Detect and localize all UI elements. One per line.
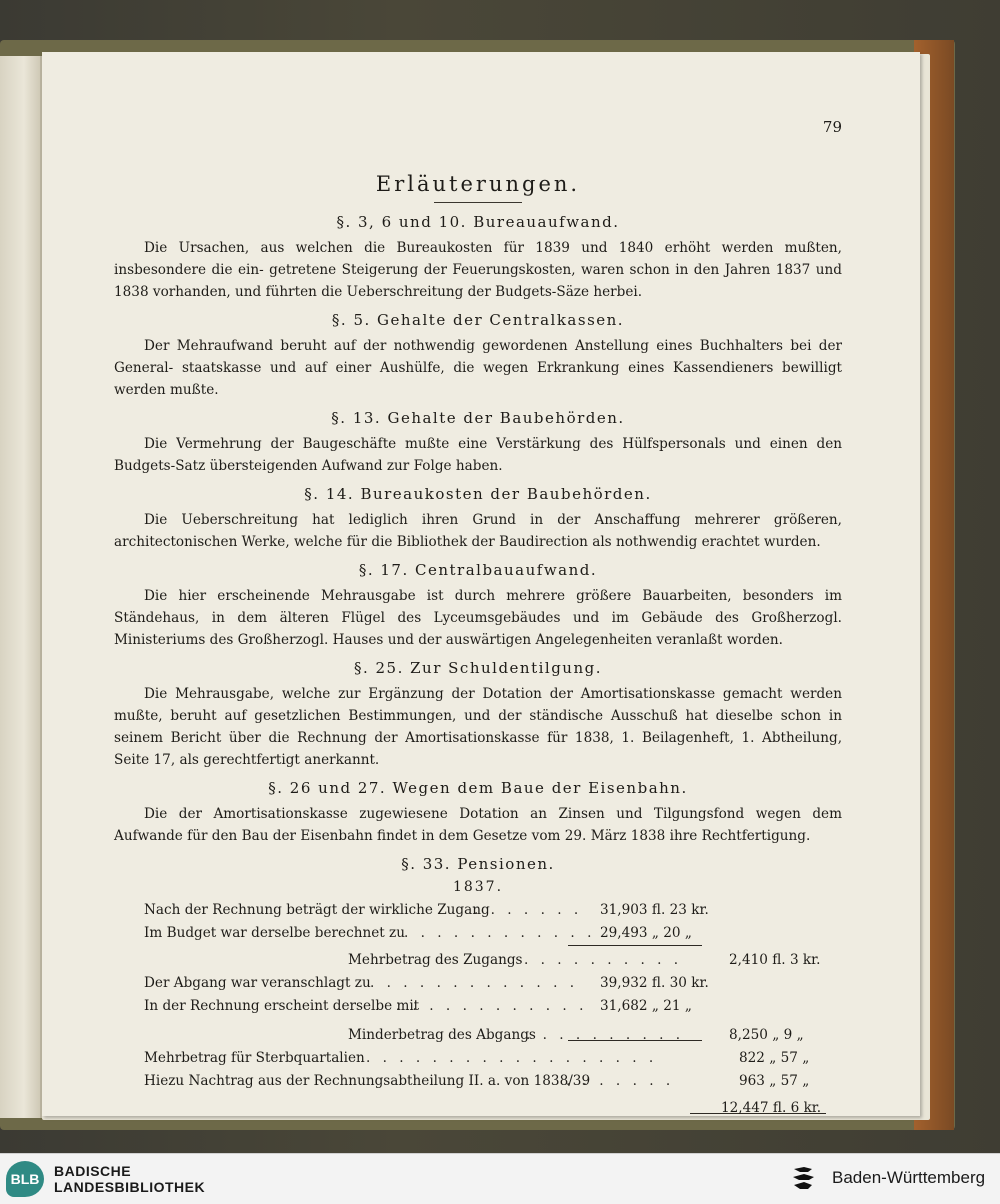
section-text [114,803,842,847]
text-line: Die der Amortisationskasse zugewiesene Dotation an Zinsen und Tilgungsfond wegen dem Aufwande für den [114,806,842,844]
section-heading: §. 17. Centralbauaufwand. [358,561,598,579]
facing-page-edge [0,56,42,1118]
ledger-total: 822 „ 57 „ [739,1050,810,1066]
ledger-row: Der Abgang war veranschlagt zu . . . . . . . . . . . . . 39,932 fl. 30 kr. [114,972,842,995]
section-heading: §. 26 und 27. Wegen dem Baue der Eisenbahn. [268,779,688,797]
text-line: übersteigenden Aufwand zur Folge haben. [209,458,503,474]
section-text [114,509,842,553]
ledger-row: Minderbetrag des Abgangs . . . . . . . . . . 8,250 „ 9 „ [114,1024,842,1047]
ledger-row: Nach der Rechnung beträgt der wirkliche Zugang . . . . . . . 31,903 fl. 23 kr. [114,899,842,922]
library-name-line1: BADISCHE [54,1163,132,1179]
library-name-line2: LANDESBIBLIOTHEK [54,1179,206,1195]
ledger-amount: 31,682 „ 21 „ [600,998,692,1014]
ledger-label: Mehrbetrag des Zugangs [348,952,523,968]
text-line: Die Ueberschreitung hat lediglich ihren Grund in der Anschaffung mehrerer größeren, architectonischen Werke, [114,512,842,550]
ledger-label: Im Budget war derselbe berechnet zu [144,925,405,941]
state-lions-icon[interactable] [790,1163,822,1195]
section-text [114,433,842,477]
grand-total: 12,447 fl. 6 kr. [721,1100,822,1116]
text-line: auf gesetzlichen Bestimmungen, und der ständische Ausschuß hat dieselbe schon in seinem Bericht über die Rechnung [114,708,842,746]
text-line: Der Mehraufwand beruht auf der nothwendig gewordenen Anstellung eines Buchhalters bei der General- [114,338,842,376]
text-line: Die Ursachen, aus welchen die Bureaukosten für 1839 und 1840 erhöht werden mußten, insbesondere die ein- [114,240,842,278]
ledger-total: 8,250 „ 9 „ [729,1027,804,1043]
sum-rule [568,945,702,946]
ledger-amount: 29,493 „ 20 „ [600,925,692,941]
section-text [114,585,842,651]
ledger-row: In der Rechnung erscheint derselbe mit . . . . . . . . . . . . 31,682 „ 21 „ [114,995,842,1018]
ledger-label: Nach der Rechnung beträgt der wirkliche Zugang [144,902,490,918]
library-name[interactable] [54,1163,205,1195]
ledger-label: In der Rechnung erscheint derselbe mit [144,998,420,1014]
text-line: der Amortisationskasse für 1838, 1. Beilagenheft, 1. Abtheilung, Seite 17, als gerechtfertigt anerkannt. [114,730,843,768]
text-line: älteren Flügel des Lyceumsgebäudes und im Gebäude des Großherzogl. Ministeriums des Großherzogl. Hauses [114,610,842,648]
section-heading: §. 14. Bureaukosten der Baubehörden. [304,485,652,503]
ledger-row: Im Budget war derselbe berechnet zu . . . . . . . . . . . . 29,493 „ 20 „ [114,922,842,945]
section-text [114,237,842,303]
section-heading: §. 3, 6 und 10. Bureauaufwand. [336,213,620,231]
ledger-label: Minderbetrag des Abgangs [348,1027,536,1043]
text-line: welche für die Bibliothek der Baudirection als nothwendig erachtet wurden. [294,534,821,550]
ledger-row: Hiezu Nachtrag aus der Rechnungsabtheilung II. a. von 1838/39 . . . . . . . 963 „ 57 „ [114,1070,842,1093]
ledger-label: Mehrbetrag für Sterbquartalien [144,1050,365,1066]
pension-ledger [114,899,842,1120]
text-line: Bau der Eisenbahn findet in dem Gesetze vom 29. März 1838 ihre Rechtfertigung. [241,828,811,844]
page-number: 79 [822,118,842,136]
ledger-row: Mehrbetrag für Sterbquartalien . . . . . . . . . . . . . . . . . . 822 „ 57 „ [114,1047,842,1070]
text-line: getretene Steigerung der Feuerungskosten, waren schon in den Jahren 1837 und 1838 vorhanden, und führten die [114,262,842,300]
section-heading: §. 25. Zur Schuldentilgung. [353,659,603,677]
section-text [114,683,842,771]
section-text [114,335,842,401]
ledger-label: Hiezu Nachtrag aus der Rechnungsabtheilung II. a. von 1838/39 [144,1073,591,1089]
section-heading: §. 13. Gehalte der Baubehörden. [331,409,625,427]
text-line: Die Mehrausgabe, welche zur Ergänzung der Dotation der Amortisationskasse gemacht werden mußte, beruht [114,686,842,724]
text-line: staatskasse und auf einer Aushülfe, die wegen Erkrankung eines Kassendieners bewilligt werden mußte. [114,360,842,398]
ledger-amount: 39,932 fl. 30 kr. [600,975,709,991]
book-page [42,52,920,1116]
ledger-label: Der Abgang war veranschlagt zu [144,975,371,991]
ledger-total: 963 „ 57 „ [739,1073,810,1089]
blb-logo-icon[interactable]: BLB [6,1161,44,1197]
section-heading: §. 5. Gehalte der Centralkassen. [331,311,625,329]
viewer-footer [0,1153,1000,1204]
page-content [114,168,842,1120]
ledger-amount: 31,903 fl. 23 kr. [600,902,709,918]
text-line: Die Vermehrung der Baugeschäfte mußte eine Verstärkung des Hülfspersonals und einen den Budgets-Satz [114,436,842,474]
section-heading: §. 33. Pensionen. [401,855,555,873]
text-line: und der auswärtigen Angelegenheiten veranlaßt worden. [387,632,783,648]
title-rule [434,202,522,203]
text-line: Ueberschreitung der Budgets-Säze herbei. [346,284,643,300]
ledger-total: 2,410 fl. 3 kr. [729,952,821,968]
year-heading: 1837. [452,879,504,895]
ledger-row [114,1097,842,1120]
text-line: Die hier erscheinende Mehrausgabe ist durch mehrere größere Bauarbeiten, besonders im Ständehaus, in dem [114,588,842,626]
state-name[interactable]: Baden-Württemberg [832,1168,986,1187]
ledger-row: Mehrbetrag des Zugangs . . . . . . . . . . 2,410 fl. 3 kr. [114,949,842,972]
page-title: Erläuterungen. [375,172,581,196]
